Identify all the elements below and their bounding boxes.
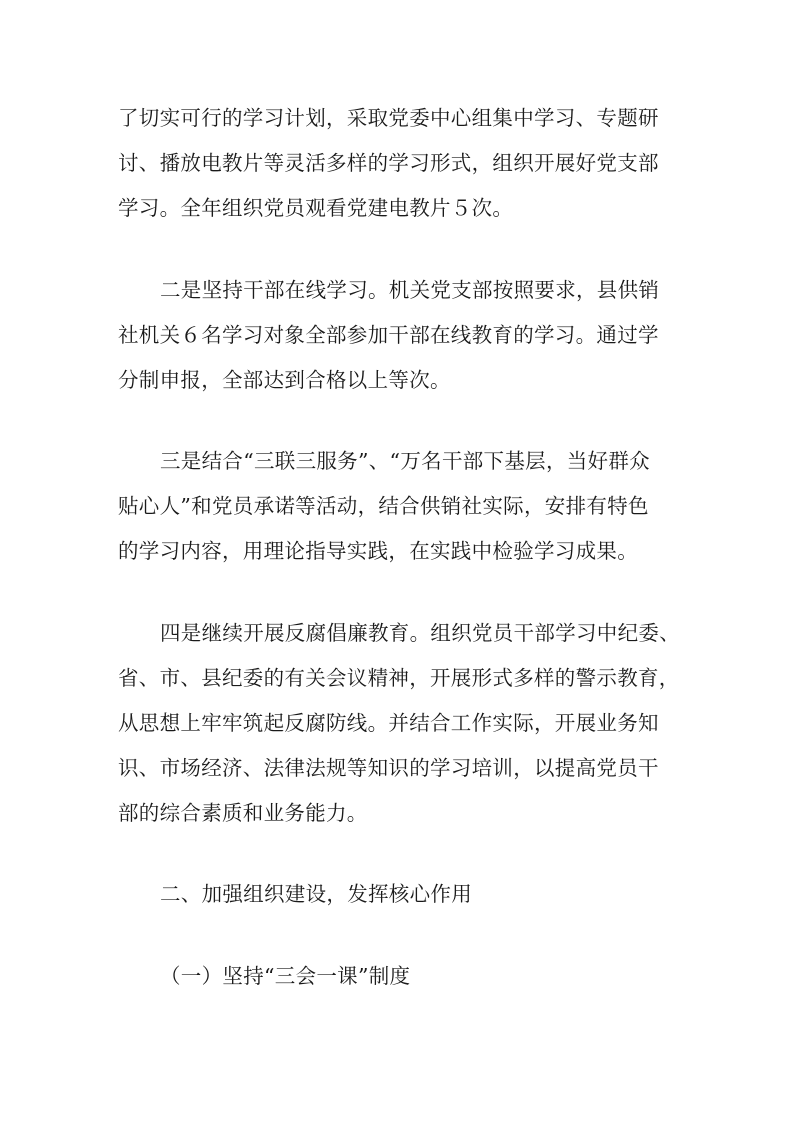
paragraph-3-line-1: 三是结合“三联三服务”、“万名干部下基层，当好群众 [160, 449, 650, 473]
paragraph-2-line-2: 社机关６名学习对象全部参加干部在线教育的学习。通过学 [118, 323, 659, 347]
paragraph-4-line-3: 从思想上牢牢筑起反腐防线。并结合工作实际，开展业务知 [118, 711, 659, 735]
sub-heading: （一）坚持“三会一课”制度 [160, 964, 411, 988]
paragraph-2-line-3: 分制申报，全部达到合格以上等次。 [118, 368, 451, 392]
paragraph-3-line-2: 贴心人”和党员承诺等活动，结合供销社实际，安排有特色 [118, 494, 649, 518]
paragraph-3-line-3: 的学习内容，用理论指导实践，在实践中检验学习成果。 [118, 539, 638, 563]
paragraph-1-line-1: 了切实可行的学习计划，采取党委中心组集中学习、专题研 [118, 106, 659, 130]
paragraph-4-line-1: 四是继续开展反腐倡廉教育。组织党员干部学习中纪委、 [160, 621, 680, 645]
paragraph-1-line-2: 讨、播放电教片等灵活多样的学习形式，组织开展好党支部 [118, 151, 659, 175]
paragraph-2-line-1: 二是坚持干部在线学习。机关党支部按照要求，县供销 [160, 278, 660, 302]
paragraph-4-line-5: 部的综合素质和业务能力。 [118, 801, 368, 825]
paragraph-4-line-4: 识、市场经济、法律法规等知识的学习培训，以提高党员干 [118, 756, 659, 780]
paragraph-1-line-3: 学习。全年组织党员观看党建电教片５次。 [118, 196, 514, 220]
paragraph-4-line-2: 省、市、县纪委的有关会议精神，开展形式多样的警示教育， [118, 666, 680, 690]
section-heading: 二、加强组织建设，发挥核心作用 [160, 882, 472, 906]
